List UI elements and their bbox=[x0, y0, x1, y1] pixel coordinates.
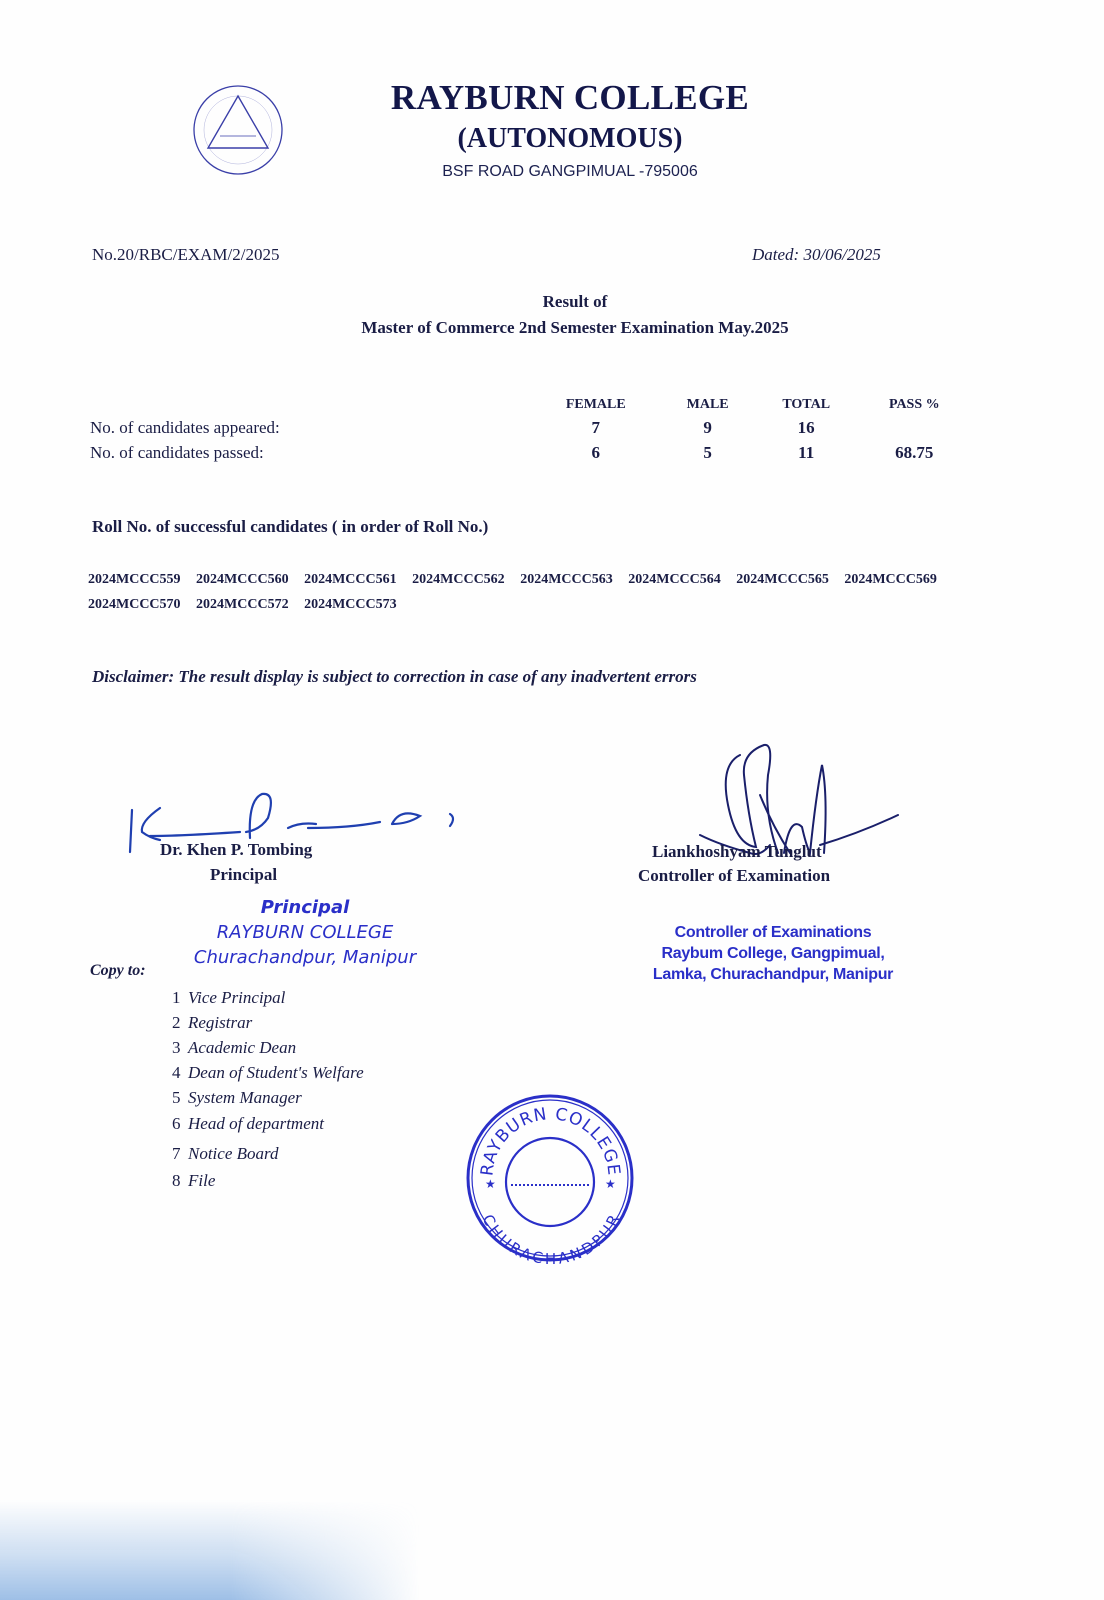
college-seal bbox=[463, 1090, 638, 1265]
college-status: (AUTONOMOUS) bbox=[457, 123, 683, 154]
result-heading: Result of bbox=[542, 292, 608, 311]
copy-to-label: Copy to: bbox=[90, 962, 146, 979]
star-icon: ★ bbox=[605, 1177, 616, 1191]
column-header-pass-pct: PASS % bbox=[888, 397, 940, 412]
list-item: 5 System Manager bbox=[172, 1088, 302, 1107]
controller-name: Liankhoshyam Tunglut bbox=[652, 842, 822, 861]
college-address: BSF ROAD GANGPIMUAL -795006 bbox=[442, 163, 698, 180]
roll-number: 2024MCCC573 bbox=[304, 597, 397, 612]
list-item: 6 Head of department bbox=[172, 1114, 324, 1133]
table-header-row bbox=[90, 395, 970, 415]
column-header-label bbox=[90, 395, 530, 415]
roll-number: 2024MCCC572 bbox=[196, 597, 289, 612]
table-row-passed bbox=[90, 440, 970, 465]
total-count: 11 bbox=[798, 442, 815, 462]
roll-number: 2024MCCC561 bbox=[304, 572, 397, 587]
roll-number: 2024MCCC569 bbox=[844, 572, 937, 587]
roll-number-list bbox=[88, 567, 988, 617]
male-count: 9 bbox=[703, 417, 712, 437]
stamp-line: Principal bbox=[260, 897, 350, 918]
college-name: RAYBURN COLLEGE bbox=[390, 78, 750, 117]
list-item: 8 File bbox=[172, 1171, 216, 1190]
row-label: No. of candidates appeared: bbox=[90, 417, 280, 437]
controller-stamp bbox=[628, 922, 918, 985]
list-item: 7 Notice Board bbox=[172, 1144, 279, 1163]
successful-candidates-heading: Roll No. of successful candidates ( in order of Roll No.) bbox=[92, 517, 489, 536]
column-header-female: FEMALE bbox=[565, 397, 626, 412]
column-header-total: TOTAL bbox=[782, 397, 831, 412]
exam-name: Master of Commerce 2nd Semester Examination May.2025 bbox=[361, 318, 789, 337]
total-count: 16 bbox=[797, 417, 815, 437]
list-item: 4 Dean of Student's Welfare bbox=[172, 1063, 364, 1082]
svg-text:CHURACHANDPUR bbox=[479, 1212, 624, 1265]
controller-title: Controller of Examination bbox=[638, 866, 831, 885]
college-logo bbox=[190, 82, 286, 178]
principal-title: Principal bbox=[210, 865, 278, 884]
scan-smear bbox=[0, 1500, 420, 1600]
star-icon: ★ bbox=[485, 1177, 496, 1191]
disclaimer: Disclaimer: The result display is subject to correction in case of any inadvertent errors bbox=[92, 667, 697, 686]
roll-number: 2024MCCC570 bbox=[88, 597, 181, 612]
table-row-appeared bbox=[90, 415, 970, 440]
stamp-line: RAYBURN COLLEGE bbox=[216, 922, 394, 943]
female-count: 6 bbox=[591, 442, 601, 462]
stamp-line: Churachandpur, Manipur bbox=[193, 947, 417, 968]
male-count: 5 bbox=[703, 442, 712, 462]
row-label: No. of candidates passed: bbox=[90, 442, 264, 462]
copy-to-list bbox=[172, 985, 364, 1193]
seal-top-text: RAYBURN COLLEGE bbox=[477, 1104, 624, 1178]
stamp-line: Raybum College, Gangpimual, bbox=[661, 945, 885, 962]
list-item: 3 Academic Dean bbox=[172, 1038, 297, 1057]
stamp-line: Controller of Examinations bbox=[674, 924, 872, 941]
column-header-male: MALE bbox=[686, 397, 729, 412]
list-item: 1 Vice Principal bbox=[172, 988, 286, 1007]
roll-number: 2024MCCC565 bbox=[736, 572, 829, 587]
date: Dated: 30/06/2025 bbox=[752, 245, 881, 264]
pass-percentage: 68.75 bbox=[895, 442, 934, 462]
roll-number: 2024MCCC562 bbox=[412, 572, 505, 587]
principal-name: Dr. Khen P. Tombing bbox=[160, 840, 313, 859]
pass-percentage bbox=[859, 415, 970, 440]
roll-number: 2024MCCC560 bbox=[196, 572, 289, 587]
stamp-line: Lamka, Churachandpur, Manipur bbox=[652, 966, 894, 983]
roll-number: 2024MCCC564 bbox=[628, 572, 721, 587]
list-item: 2 Registrar bbox=[172, 1013, 253, 1032]
roll-number: 2024MCCC563 bbox=[520, 572, 613, 587]
female-count: 7 bbox=[591, 417, 601, 437]
reference-number: No.20/RBC/EXAM/2/2025 bbox=[92, 245, 280, 264]
seal-bottom-text: CHURACHANDPUR bbox=[478, 1211, 624, 1265]
result-statistics-table bbox=[90, 395, 970, 465]
roll-number: 2024MCCC559 bbox=[88, 572, 181, 587]
principal-stamp bbox=[180, 895, 430, 970]
